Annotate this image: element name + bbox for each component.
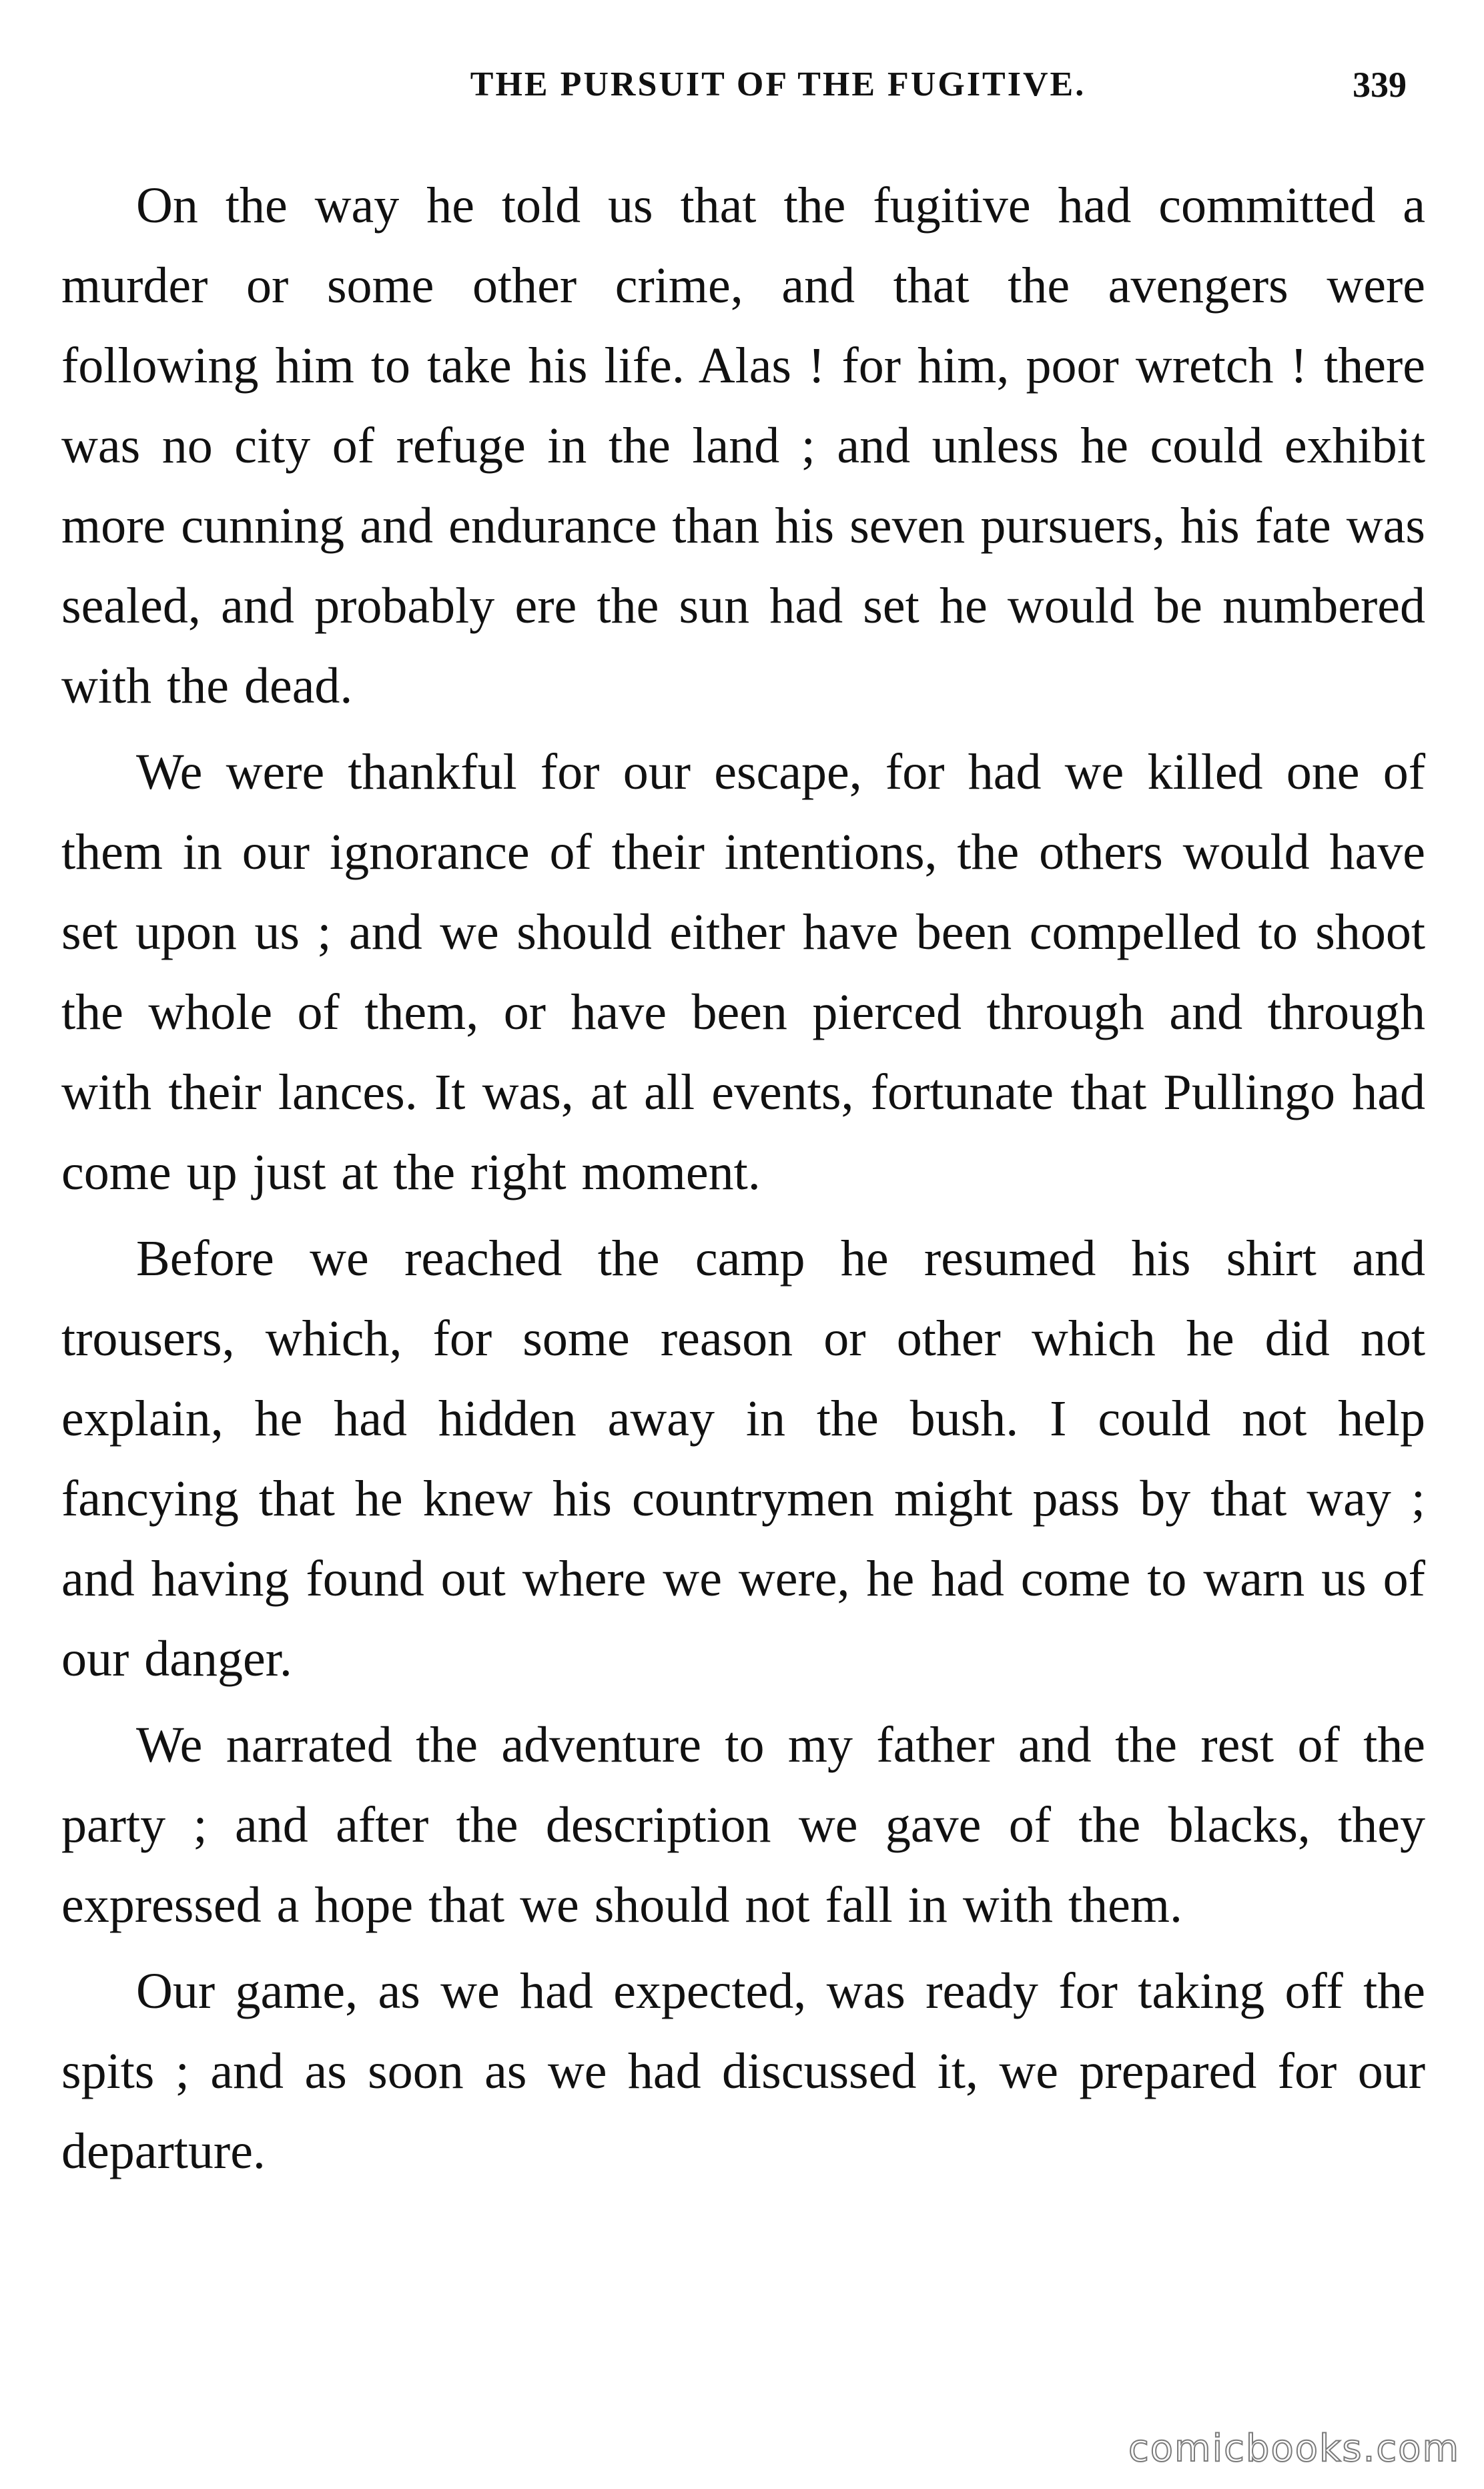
paragraph: Before we reached the camp he resumed his shirt and trousers, which, for some reason or other which he did not explain, he had hidden away in the bush. I could not help fancying that he knew his countrymen might pass by that way ; and having found out where we were, he had come to warn us of our danger. bbox=[61, 1230, 1425, 1687]
paragraph: Our game, as we had expected, was ready for taking off the spits ; and as soon as we had discussed it, we prepared for our departure. bbox=[61, 1963, 1425, 2179]
chapter-title: THE PURSUIT OF THE FUGITIVE. bbox=[470, 65, 1086, 103]
body-text bbox=[61, 165, 1425, 2197]
paragraph: On the way he told us that the fugitive had committed a murder or some other crime, and that the avengers were following him to take his life. Alas ! for him, poor wretch ! there was no city of refuge in the land ; and unless he could exhibit more cunning and endurance than his seven pursuers, his fate was sealed, and probably ere the sun had set he would be numbered with the dead. bbox=[61, 177, 1425, 714]
watermark: comicbooks.com bbox=[1128, 2427, 1460, 2470]
page-number: 339 bbox=[1353, 65, 1407, 105]
paragraph: We narrated the adventure to my father and the rest of the party ; and after the description we gave of the blacks, they expressed a hope that we should not fall in with them. bbox=[61, 1717, 1425, 1933]
running-head bbox=[64, 55, 1420, 115]
paragraph: We were thankful for our escape, for had we killed one of them in our ignorance of their intentions, the others would have set upon us ; and we should either have been compelled to shoot the whole of them, or have been pierced through and through with their lances. It was, at all events, fortunate that Pullingo had come up just at the right moment. bbox=[61, 744, 1425, 1200]
